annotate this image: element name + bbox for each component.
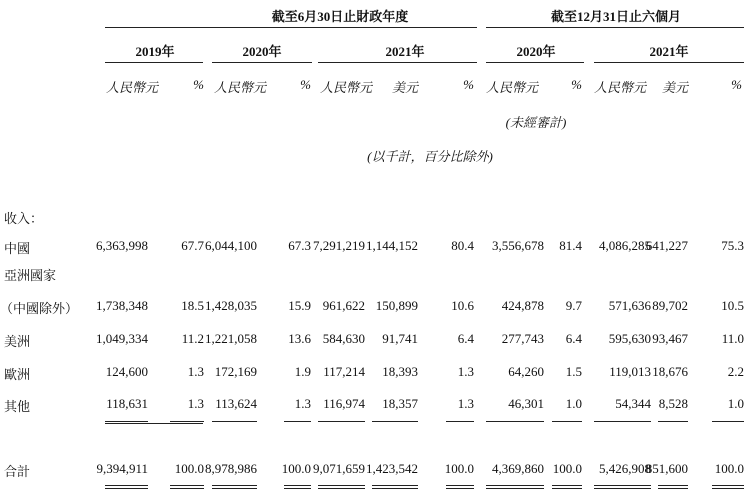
subtotal-rule — [372, 421, 418, 422]
year-header-2019: 2019年 — [135, 44, 175, 59]
subtotal-rule — [105, 421, 148, 422]
total-double-rule — [372, 488, 418, 489]
cell-value: 1.3 — [187, 396, 204, 411]
cell-value: 2.2 — [727, 364, 744, 379]
year-underline — [105, 62, 203, 63]
cell-value: 1,221,058 — [205, 331, 257, 346]
total-double-rule — [486, 488, 544, 489]
subtotal-rule — [594, 421, 651, 422]
cell-value: 1.9 — [294, 364, 311, 379]
cell-value: 100.0 — [174, 461, 204, 476]
total-double-rule — [658, 485, 688, 486]
cell-value: 75.3 — [721, 238, 744, 253]
cell-value: 67.7 — [181, 238, 204, 253]
subtotal-rule — [318, 421, 365, 422]
cell-value: 1,423,542 — [366, 461, 418, 476]
year-underline — [486, 62, 584, 63]
year-header-2020: 2020年 — [242, 44, 282, 59]
total-double-rule — [594, 485, 651, 486]
col-header-rmb: 人民幣元 — [106, 80, 159, 95]
total-double-rule — [105, 485, 148, 486]
total-double-rule — [446, 488, 474, 489]
cell-value: 1.3 — [457, 364, 474, 379]
cell-value: 80.4 — [451, 238, 474, 253]
cell-value: 18,357 — [382, 396, 418, 411]
subtotal-rule — [486, 421, 544, 422]
cell-value: 119,013 — [609, 364, 651, 379]
row-label: 歐洲 — [4, 367, 31, 382]
cell-value: 100.0 — [444, 461, 474, 476]
row-label: 美洲 — [4, 334, 31, 349]
subtotal-rule — [658, 421, 688, 422]
cell-value: 8,528 — [658, 396, 688, 411]
cell-value: 6,363,998 — [96, 238, 148, 253]
cell-value: 424,878 — [501, 298, 544, 313]
group-underline-6m — [486, 27, 744, 28]
cell-value: 89,702 — [652, 298, 688, 313]
group-underline-fy — [105, 27, 477, 28]
cell-value: 172,169 — [214, 364, 257, 379]
cell-value: 1.3 — [457, 396, 474, 411]
cell-value: 1.3 — [187, 364, 204, 379]
cell-value: 584,630 — [322, 331, 365, 346]
year-underline — [212, 62, 312, 63]
total-double-rule — [712, 488, 744, 489]
cell-value: 961,622 — [322, 298, 365, 313]
subtotal-rule — [446, 421, 474, 422]
col-header-usd: 美元 — [391, 80, 418, 95]
cell-value: 6.4 — [457, 331, 474, 346]
cell-value: 10.5 — [721, 298, 744, 313]
total-double-rule — [170, 488, 204, 489]
cell-value: 67.3 — [288, 238, 311, 253]
cell-value: 124,600 — [105, 364, 148, 379]
total-double-rule — [170, 485, 204, 486]
total-double-rule — [318, 488, 365, 489]
cell-value: 1,428,035 — [205, 298, 257, 313]
cell-value: 117,214 — [323, 364, 365, 379]
col-header-pct: % — [571, 77, 582, 92]
subtotal-rule — [712, 421, 744, 422]
cell-value: 1.3 — [294, 396, 311, 411]
sum-rule — [105, 423, 203, 424]
cell-value: 100.0 — [281, 461, 311, 476]
cell-value: 3,556,678 — [492, 238, 544, 253]
col-header-pct: % — [300, 77, 311, 92]
subtotal-rule — [284, 421, 311, 422]
cell-value: 1.0 — [727, 396, 744, 411]
col-header-usd: 美元 — [661, 80, 688, 95]
cell-value: 54,344 — [615, 396, 651, 411]
year-header-2021: 2021年 — [385, 44, 425, 59]
cell-value: 18,393 — [382, 364, 418, 379]
total-double-rule — [594, 488, 651, 489]
total-double-rule — [105, 488, 148, 489]
col-header-pct: % — [463, 77, 474, 92]
cell-value: 1.0 — [565, 396, 582, 411]
cell-value: 46,301 — [508, 396, 544, 411]
cell-value: 113,624 — [215, 396, 257, 411]
year-header-2021-6m: 2021年 — [649, 44, 689, 59]
cell-value: 18,676 — [652, 364, 688, 379]
cell-value: 91,741 — [382, 331, 418, 346]
cell-value: 1,738,348 — [96, 298, 148, 313]
total-double-rule — [486, 485, 544, 486]
cell-value: 277,743 — [501, 331, 544, 346]
col-header-rmb: 人民幣元 — [214, 80, 267, 95]
col-header-rmb: 人民幣元 — [486, 80, 539, 95]
cell-value: 100.0 — [552, 461, 582, 476]
section-label-revenue: 收入： — [4, 211, 44, 226]
cell-value: 11.2 — [181, 331, 204, 346]
cell-value: 100.0 — [714, 461, 744, 476]
unit-note: (以千計，百分比除外) — [367, 149, 493, 164]
col-header-rmb: 人民幣元 — [320, 80, 373, 95]
cell-value: 13.6 — [288, 331, 311, 346]
cell-value: 18.5 — [181, 298, 204, 313]
total-double-rule — [552, 485, 582, 486]
cell-value: 8,978,986 — [205, 461, 257, 476]
cell-value: 571,636 — [608, 298, 651, 313]
total-double-rule — [658, 488, 688, 489]
row-label: （中國除外） — [0, 301, 79, 316]
unaudited-note: (未經審計) — [505, 115, 567, 130]
cell-value: 150,899 — [375, 298, 418, 313]
total-double-rule — [552, 488, 582, 489]
col-header-rmb: 人民幣元 — [594, 80, 647, 95]
cell-value: 116,974 — [323, 396, 365, 411]
year-underline — [318, 62, 477, 63]
cell-value: 1,049,334 — [96, 331, 148, 346]
subtotal-rule — [170, 421, 204, 422]
row-label: 其他 — [4, 399, 31, 414]
group-header-six-months: 截至12月31日止六個月 — [550, 9, 681, 24]
cell-value: 15.9 — [288, 298, 311, 313]
col-header-pct: % — [731, 77, 742, 92]
cell-value: 5,426,908 — [599, 461, 651, 476]
row-label: 亞洲國家 — [4, 268, 57, 283]
subtotal-rule — [212, 421, 257, 422]
cell-value: 7,291,219 — [313, 238, 365, 253]
cell-value: 93,467 — [652, 331, 688, 346]
cell-value: 1.5 — [565, 364, 582, 379]
total-double-rule — [712, 485, 744, 486]
cell-value: 641,227 — [645, 238, 688, 253]
year-underline — [594, 62, 744, 63]
cell-value: 851,600 — [645, 461, 688, 476]
cell-value: 10.6 — [451, 298, 474, 313]
cell-value: 9.7 — [565, 298, 582, 313]
total-double-rule — [318, 485, 365, 486]
total-double-rule — [212, 488, 257, 489]
row-label: 中國 — [4, 241, 31, 256]
total-double-rule — [372, 485, 418, 486]
cell-value: 6,044,100 — [205, 238, 257, 253]
total-double-rule — [284, 488, 311, 489]
cell-value: 81.4 — [559, 238, 582, 253]
cell-value: 4,086,285 — [599, 238, 651, 253]
total-double-rule — [212, 485, 257, 486]
total-double-rule — [284, 485, 311, 486]
cell-value: 64,260 — [508, 364, 544, 379]
row-label: 合計 — [4, 464, 31, 479]
cell-value: 118,631 — [106, 396, 148, 411]
cell-value: 9,071,659 — [313, 461, 365, 476]
total-double-rule — [446, 485, 474, 486]
cell-value: 4,369,860 — [492, 461, 544, 476]
year-header-2020-6m: 2020年 — [516, 44, 556, 59]
cell-value: 6.4 — [565, 331, 582, 346]
cell-value: 9,394,911 — [96, 461, 148, 476]
cell-value: 11.0 — [721, 331, 744, 346]
cell-value: 1,144,152 — [366, 238, 418, 253]
cell-value: 595,630 — [608, 331, 651, 346]
col-header-pct: % — [193, 77, 204, 92]
group-header-fiscal-year: 截至6月30日止財政年度 — [271, 9, 409, 24]
subtotal-rule — [552, 421, 582, 422]
